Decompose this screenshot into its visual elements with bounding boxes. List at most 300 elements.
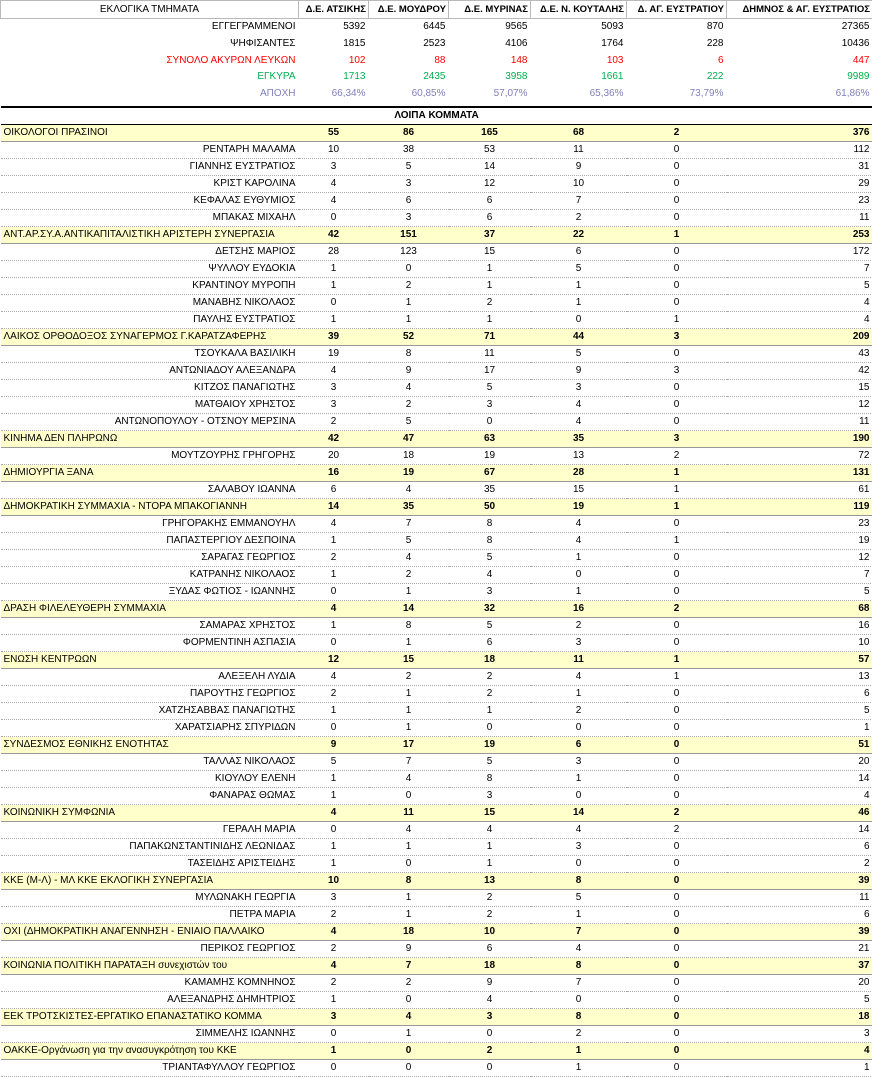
candidate-row-value: 9 xyxy=(369,362,449,379)
candidate-row-value: 11 xyxy=(727,889,872,906)
candidate-row-value: 8 xyxy=(449,770,531,787)
candidate-row xyxy=(1,617,872,634)
party-row-value: 8 xyxy=(531,957,627,974)
candidate-row-value: 1 xyxy=(299,617,369,634)
candidate-row-value: 0 xyxy=(627,1059,727,1076)
candidate-row-value: 7 xyxy=(369,753,449,770)
party-row xyxy=(1,430,872,447)
candidate-row-value: 0 xyxy=(627,974,727,991)
candidate-row-value: 9 xyxy=(531,158,627,175)
candidate-row xyxy=(1,447,872,464)
candidate-row-value: 4 xyxy=(531,940,627,957)
summary-row-value: 148 xyxy=(449,53,531,70)
candidate-row xyxy=(1,991,872,1008)
candidate-row xyxy=(1,141,872,158)
candidate-row-value: 0 xyxy=(627,753,727,770)
summary-row xyxy=(1,19,872,36)
party-row-value: 18 xyxy=(727,1008,872,1025)
candidate-row-label: ΓΡΗΓΟΡΑΚΗΣ ΕΜΜΑΝΟΥΗΛ xyxy=(1,515,299,532)
party-row-label: ΕΝΩΣΗ ΚΕΝΤΡΩΩΝ xyxy=(1,651,299,668)
candidate-row-value: 1 xyxy=(369,634,449,651)
candidate-row xyxy=(1,515,872,532)
candidate-row-value: 35 xyxy=(449,481,531,498)
party-row-value: 3 xyxy=(627,430,727,447)
summary-row-value: 6445 xyxy=(369,19,449,36)
party-row-value: 39 xyxy=(727,872,872,889)
party-row-value: 67 xyxy=(449,464,531,481)
candidate-row-value: 5 xyxy=(299,753,369,770)
summary-row-label: ΕΓΚΥΡΑ xyxy=(1,69,299,86)
candidate-row-value: 0 xyxy=(531,991,627,1008)
candidate-row-label: ΤΑΣΕΙΔΗΣ ΑΡΙΣΤΕΙΔΗΣ xyxy=(1,855,299,872)
party-row xyxy=(1,804,872,821)
candidate-row xyxy=(1,583,872,600)
candidate-row-value: 0 xyxy=(627,855,727,872)
candidate-row xyxy=(1,481,872,498)
party-row-value: 253 xyxy=(727,226,872,243)
party-row-value: 4 xyxy=(299,600,369,617)
candidate-row-value: 7 xyxy=(531,192,627,209)
candidate-row-value: 11 xyxy=(727,209,872,226)
party-row-value: 18 xyxy=(449,651,531,668)
candidate-row-value: 2 xyxy=(299,413,369,430)
candidate-row-value: 5 xyxy=(727,583,872,600)
candidate-row xyxy=(1,889,872,906)
party-row-value: 51 xyxy=(727,736,872,753)
candidate-row xyxy=(1,209,872,226)
candidate-row-value: 1 xyxy=(449,260,531,277)
party-row-value: 2 xyxy=(627,124,727,141)
candidate-row-label: ΣΑΡΑΓΑΣ ΓΕΩΡΓΙΟΣ xyxy=(1,549,299,566)
candidate-row-value: 4 xyxy=(531,413,627,430)
candidate-row-value: 29 xyxy=(727,175,872,192)
candidate-row-value: 19 xyxy=(449,447,531,464)
candidate-row-value: 4 xyxy=(727,311,872,328)
header-cell: Δ.Ε. Ν. ΚΟΥΤΑΛΗΣ xyxy=(531,1,627,19)
party-row-value: 68 xyxy=(727,600,872,617)
candidate-row-value: 16 xyxy=(727,617,872,634)
candidate-row-value: 0 xyxy=(369,260,449,277)
candidate-row-label: ΚΙΟΥΛΟΥ ΕΛΕΝΗ xyxy=(1,770,299,787)
candidate-row-value: 5 xyxy=(449,753,531,770)
candidate-row-value: 1 xyxy=(299,770,369,787)
candidate-row-value: 0 xyxy=(627,940,727,957)
party-row-value: 14 xyxy=(299,498,369,515)
party-row-value: 15 xyxy=(449,804,531,821)
candidate-row-value: 0 xyxy=(627,515,727,532)
candidate-row-value: 10 xyxy=(299,141,369,158)
candidate-row-value: 1 xyxy=(369,583,449,600)
candidate-row-value: 53 xyxy=(449,141,531,158)
candidate-row-value: 0 xyxy=(531,566,627,583)
candidate-row-value: 0 xyxy=(449,719,531,736)
candidate-row-value: 2 xyxy=(369,277,449,294)
candidate-row-value: 112 xyxy=(727,141,872,158)
candidate-row-value: 8 xyxy=(449,532,531,549)
candidate-row-label: ΚΑΤΡΑΝΗΣ ΝΙΚΟΛΑΟΣ xyxy=(1,566,299,583)
candidate-row-label: ΣΙΜΜΕΛΗΣ ΙΩΑΝΝΗΣ xyxy=(1,1025,299,1042)
party-row-value: 10 xyxy=(449,923,531,940)
column-headers xyxy=(1,1,872,19)
candidate-row-value: 2 xyxy=(299,906,369,923)
party-row xyxy=(1,1042,872,1059)
summary-row-value: 9565 xyxy=(449,19,531,36)
candidate-row-value: 0 xyxy=(369,1059,449,1076)
candidate-row-value: 13 xyxy=(727,668,872,685)
candidate-row-value: 4 xyxy=(369,379,449,396)
candidate-row-value: 1 xyxy=(531,277,627,294)
candidate-row-value: 0 xyxy=(627,991,727,1008)
candidate-row xyxy=(1,685,872,702)
party-row-value: 1 xyxy=(627,464,727,481)
party-row-value: 1 xyxy=(627,226,727,243)
summary-row-value: 88 xyxy=(369,53,449,70)
header-cell: ΕΚΛΟΓΙΚΑ ΤΜΗΜΑΤΑ xyxy=(1,1,299,19)
candidate-row-value: 4 xyxy=(299,192,369,209)
candidate-row-label: ΜΠΑΚΑΣ ΜΙΧΑΗΛ xyxy=(1,209,299,226)
candidate-row-value: 2 xyxy=(531,702,627,719)
party-row-value: 32 xyxy=(449,600,531,617)
candidate-row-value: 0 xyxy=(627,617,727,634)
candidate-row-value: 1 xyxy=(299,277,369,294)
party-row-value: 165 xyxy=(449,124,531,141)
candidate-row-value: 0 xyxy=(299,1025,369,1042)
candidate-row-value: 1 xyxy=(299,532,369,549)
candidate-row xyxy=(1,158,872,175)
candidate-row-value: 23 xyxy=(727,192,872,209)
candidate-row-label: ΠΑΥΛΗΣ ΕΥΣΤΡΑΤΙΟΣ xyxy=(1,311,299,328)
party-row-label: ΕΕΚ ΤΡΟΤΣΚΙΣΤΕΣ-ΕΡΓΑΤΙΚΟ ΕΠΑΝΑΣΤΑΤΙΚΟ ΚΟΜΜΑ xyxy=(1,1008,299,1025)
candidate-row-value: 0 xyxy=(299,719,369,736)
party-row-value: 1 xyxy=(627,651,727,668)
candidate-row-value: 7 xyxy=(531,974,627,991)
party-row-value: 18 xyxy=(449,957,531,974)
summary-row-value: 2523 xyxy=(369,36,449,53)
candidate-row-value: 1 xyxy=(449,702,531,719)
candidate-row-value: 1 xyxy=(369,1025,449,1042)
candidate-row-label: ΜΟΥΤΖΟΥΡΗΣ ΓΡΗΓΟΡΗΣ xyxy=(1,447,299,464)
candidate-row-value: 4 xyxy=(299,362,369,379)
candidate-row-label: ΚΑΜΑΜΗΣ ΚΟΜΝΗΝΟΣ xyxy=(1,974,299,991)
candidate-row-value: 0 xyxy=(299,1059,369,1076)
party-row xyxy=(1,328,872,345)
party-row-value: 4 xyxy=(727,1042,872,1059)
divider-section xyxy=(1,103,872,125)
summary-row xyxy=(1,36,872,53)
candidate-row-value: 7 xyxy=(369,515,449,532)
summary-row-value: 222 xyxy=(627,69,727,86)
candidate-row-value: 28 xyxy=(299,243,369,260)
candidate-row-value: 5 xyxy=(727,702,872,719)
candidate-row-value: 9 xyxy=(531,362,627,379)
candidate-row-value: 72 xyxy=(727,447,872,464)
party-row-label: ΟΑΚΚΕ-Οργάνωση για την ανασυγκρότηση του ΚΚΕ xyxy=(1,1042,299,1059)
candidate-row-value: 6 xyxy=(299,481,369,498)
candidate-row-value: 38 xyxy=(369,141,449,158)
candidate-row-value: 1 xyxy=(627,668,727,685)
candidate-row xyxy=(1,940,872,957)
candidate-row-value: 4 xyxy=(531,515,627,532)
party-row-value: 19 xyxy=(369,464,449,481)
header-cell: Δ.Ε. ΜΥΡΙΝΑΣ xyxy=(449,1,531,19)
candidate-row-label: ΑΝΤΩΝΟΠΟΥΛΟΥ - ΟΤΣΝΟΥ ΜΕΡΣΙΝΑ xyxy=(1,413,299,430)
candidate-row-label: ΞΥΔΑΣ ΦΩΤΙΟΣ - ΙΩΑΝΝΗΣ xyxy=(1,583,299,600)
party-row-value: 13 xyxy=(449,872,531,889)
party-row-value: 37 xyxy=(449,226,531,243)
summary-row-value: 5093 xyxy=(531,19,627,36)
party-row-value: 6 xyxy=(531,736,627,753)
party-row-value: 4 xyxy=(369,1008,449,1025)
party-row xyxy=(1,872,872,889)
candidate-row-value: 0 xyxy=(369,787,449,804)
candidate-row-value: 1 xyxy=(369,294,449,311)
candidate-row-value: 3 xyxy=(449,583,531,600)
candidate-row-value: 1 xyxy=(449,277,531,294)
candidate-row-value: 19 xyxy=(727,532,872,549)
candidate-row-value: 6 xyxy=(727,906,872,923)
party-row-label: ΔΗΜΟΚΡΑΤΙΚΗ ΣΥΜΜΑΧΙΑ - ΝΤΟΡΑ ΜΠΑΚΟΓΙΑΝΝΗ xyxy=(1,498,299,515)
summary-row-value: 4106 xyxy=(449,36,531,53)
candidate-row-value: 1 xyxy=(727,719,872,736)
party-row-value: 17 xyxy=(369,736,449,753)
candidate-row-label: ΠΕΡΙΚΟΣ ΓΕΩΡΓΙΟΣ xyxy=(1,940,299,957)
candidate-row-value: 1 xyxy=(369,702,449,719)
party-row-label: ΚΙΝΗΜΑ ΔΕΝ ΠΛΗΡΩΝΩ xyxy=(1,430,299,447)
candidate-row-value: 0 xyxy=(299,821,369,838)
candidate-row xyxy=(1,379,872,396)
candidate-row-label: ΑΛΕΞΑΝΔΡΗΣ ΔΗΜΗΤΡΙΟΣ xyxy=(1,991,299,1008)
candidate-row-value: 12 xyxy=(727,396,872,413)
header-cell: Δ.Ε. ΜΟΥΔΡΟΥ xyxy=(369,1,449,19)
party-row-value: 190 xyxy=(727,430,872,447)
candidate-row-value: 0 xyxy=(627,158,727,175)
candidate-row-value: 0 xyxy=(627,141,727,158)
summary-row-label: ΕΓΓΕΓΡΑΜΜΕΝΟΙ xyxy=(1,19,299,36)
candidate-row-value: 3 xyxy=(299,889,369,906)
party-row-value: 16 xyxy=(531,600,627,617)
candidate-row-value: 4 xyxy=(727,787,872,804)
summary-row-value: 6 xyxy=(627,53,727,70)
candidate-row-value: 42 xyxy=(727,362,872,379)
candidate-row-value: 0 xyxy=(627,634,727,651)
candidate-row-value: 5 xyxy=(727,277,872,294)
candidate-row-value: 1 xyxy=(531,770,627,787)
party-row-value: 15 xyxy=(369,651,449,668)
candidate-row-value: 10 xyxy=(727,634,872,651)
candidate-row-value: 5 xyxy=(531,260,627,277)
summary-row-value: 1713 xyxy=(299,69,369,86)
candidate-row xyxy=(1,906,872,923)
party-row-value: 39 xyxy=(299,328,369,345)
party-row xyxy=(1,124,872,141)
candidate-row-value: 0 xyxy=(531,311,627,328)
candidate-row-label: ΤΑΛΛΑΣ ΝΙΚΟΛΑΟΣ xyxy=(1,753,299,770)
candidate-row-value: 4 xyxy=(369,821,449,838)
summary-row-value: 27365 xyxy=(727,19,872,36)
party-row-value: 37 xyxy=(727,957,872,974)
candidate-row-value: 0 xyxy=(627,889,727,906)
candidate-row-label: ΤΣΟΥΚΑΛΑ ΒΑΣΙΛΙΚΗ xyxy=(1,345,299,362)
candidate-row-label: ΑΝΤΩΝΙΑΔΟΥ ΑΛΕΞΑΝΔΡΑ xyxy=(1,362,299,379)
candidate-row xyxy=(1,243,872,260)
party-row-value: 57 xyxy=(727,651,872,668)
party-row-value: 0 xyxy=(627,872,727,889)
candidate-row-value: 2 xyxy=(531,1025,627,1042)
party-row-value: 0 xyxy=(369,1042,449,1059)
candidate-row-value: 0 xyxy=(627,175,727,192)
candidate-row-value: 5 xyxy=(531,889,627,906)
party-row-value: 68 xyxy=(531,124,627,141)
candidate-row-value: 6 xyxy=(369,192,449,209)
candidate-row-value: 1 xyxy=(627,311,727,328)
candidate-row-value: 7 xyxy=(727,260,872,277)
candidate-row-value: 2 xyxy=(369,566,449,583)
summary-row-value: 65,36% xyxy=(531,86,627,103)
candidate-row-value: 1 xyxy=(449,311,531,328)
candidate-row-value: 15 xyxy=(449,243,531,260)
candidate-row xyxy=(1,855,872,872)
candidate-row-label: ΦΟΡΜΕΝΤΙΝΗ ΑΣΠΑΣΙΑ xyxy=(1,634,299,651)
candidate-row-value: 3 xyxy=(299,396,369,413)
party-row-value: 42 xyxy=(299,226,369,243)
candidate-row-value: 3 xyxy=(299,158,369,175)
candidate-row-value: 20 xyxy=(727,753,872,770)
summary-row-value: 870 xyxy=(627,19,727,36)
candidate-row-value: 5 xyxy=(531,345,627,362)
candidate-row-value: 2 xyxy=(727,855,872,872)
candidate-row-label: ΜΑΤΘΑΙΟΥ ΧΡΗΣΤΟΣ xyxy=(1,396,299,413)
summary-row-value: 73,79% xyxy=(627,86,727,103)
candidate-row-value: 0 xyxy=(449,1059,531,1076)
candidate-row-value: 5 xyxy=(449,379,531,396)
candidate-row-value: 6 xyxy=(449,634,531,651)
candidate-row-label: ΧΑΤΖΗΣΑΒΒΑΣ ΠΑΝΑΓΙΩΤΗΣ xyxy=(1,702,299,719)
candidate-row-value: 1 xyxy=(531,549,627,566)
candidate-row-value: 3 xyxy=(299,379,369,396)
candidate-row-value: 1 xyxy=(449,838,531,855)
candidate-row-value: 0 xyxy=(627,549,727,566)
party-row-value: 11 xyxy=(369,804,449,821)
candidate-row-value: 0 xyxy=(627,379,727,396)
parties-section xyxy=(1,124,872,1076)
candidate-row-value: 1 xyxy=(299,566,369,583)
party-row-value: 7 xyxy=(531,923,627,940)
party-row-value: 19 xyxy=(531,498,627,515)
candidate-row-value: 0 xyxy=(627,583,727,600)
candidate-row-value: 1 xyxy=(449,855,531,872)
party-row-value: 9 xyxy=(299,736,369,753)
party-row-value: 1 xyxy=(531,1042,627,1059)
candidate-row-value: 10 xyxy=(531,175,627,192)
candidate-row-value: 1 xyxy=(299,991,369,1008)
candidate-row-value: 20 xyxy=(727,974,872,991)
candidate-row-value: 3 xyxy=(531,838,627,855)
candidate-row-value: 0 xyxy=(627,838,727,855)
party-row-label: ΑΝΤ.ΑΡ.ΣΥ.Α.ΑΝΤΙΚΑΠΙΤΑΛΙΣΤΙΚΗ ΑΡΙΣΤΕΡΗ ΣΥΝΕΡΓΑΣΙΑ xyxy=(1,226,299,243)
candidate-row-value: 2 xyxy=(627,821,727,838)
candidate-row-value: 14 xyxy=(449,158,531,175)
party-row-label: ΛΑΙΚΟΣ ΟΡΘΟΔΟΞΟΣ ΣΥΝΑΓΕΡΜΟΣ Γ.ΚΑΡΑΤΖΑΦΕΡΗΣ xyxy=(1,328,299,345)
candidate-row-value: 21 xyxy=(727,940,872,957)
party-row xyxy=(1,600,872,617)
candidate-row-value: 0 xyxy=(627,294,727,311)
party-row-value: 2 xyxy=(627,804,727,821)
party-row-value: 0 xyxy=(627,1008,727,1025)
candidate-row xyxy=(1,634,872,651)
party-row-value: 16 xyxy=(299,464,369,481)
candidate-row-value: 0 xyxy=(299,209,369,226)
party-row-label: ΚΚΕ (Μ-Λ) - ΜΛ ΚΚΕ ΕΚΛΟΓΙΚΗ ΣΥΝΕΡΓΑΣΙΑ xyxy=(1,872,299,889)
candidate-row-value: 3 xyxy=(531,379,627,396)
candidate-row-value: 5 xyxy=(727,991,872,1008)
candidate-row-value: 5 xyxy=(449,617,531,634)
candidate-row xyxy=(1,277,872,294)
summary-row-value: 5392 xyxy=(299,19,369,36)
candidate-row-value: 8 xyxy=(369,617,449,634)
candidate-row xyxy=(1,1025,872,1042)
candidate-row-value: 1 xyxy=(531,906,627,923)
candidate-row-value: 0 xyxy=(369,991,449,1008)
candidate-row-value: 4 xyxy=(531,532,627,549)
party-row-value: 4 xyxy=(299,957,369,974)
summary-row-value: 1764 xyxy=(531,36,627,53)
candidate-row-value: 4 xyxy=(369,481,449,498)
candidate-row-value: 17 xyxy=(449,362,531,379)
party-row-value: 11 xyxy=(531,651,627,668)
candidate-row-value: 12 xyxy=(449,175,531,192)
candidate-row xyxy=(1,753,872,770)
candidate-row-value: 5 xyxy=(369,158,449,175)
header-cell: Δ. ΑΓ. ΕΥΣΤΡΑΤΙΟΥ xyxy=(627,1,727,19)
candidate-row-value: 14 xyxy=(727,770,872,787)
summary-row-value: 1661 xyxy=(531,69,627,86)
candidate-row-value: 0 xyxy=(627,566,727,583)
party-row-value: 2 xyxy=(449,1042,531,1059)
candidate-row-value: 0 xyxy=(627,787,727,804)
summary-row xyxy=(1,69,872,86)
candidate-row-value: 1 xyxy=(369,889,449,906)
summary-row-value: 57,07% xyxy=(449,86,531,103)
party-row-value: 19 xyxy=(449,736,531,753)
summary-row xyxy=(1,53,872,70)
candidate-row-value: 0 xyxy=(627,770,727,787)
candidate-row-value: 2 xyxy=(299,974,369,991)
candidate-row xyxy=(1,787,872,804)
party-row-value: 14 xyxy=(531,804,627,821)
candidate-row-label: ΚΙΤΖΟΣ ΠΑΝΑΓΙΩΤΗΣ xyxy=(1,379,299,396)
candidate-row-label: ΠΑΡΟΥΤΗΣ ΓΕΩΡΓΙΟΣ xyxy=(1,685,299,702)
candidate-row-value: 1 xyxy=(531,1059,627,1076)
party-row-value: 47 xyxy=(369,430,449,447)
candidate-row-label: ΔΕΤΣΗΣ ΜΑΡΙΟΣ xyxy=(1,243,299,260)
candidate-row-value: 2 xyxy=(449,685,531,702)
party-row-value: 18 xyxy=(369,923,449,940)
party-row-value: 0 xyxy=(627,957,727,974)
candidate-row-value: 4 xyxy=(299,668,369,685)
candidate-row-value: 0 xyxy=(627,260,727,277)
candidate-row-value: 1 xyxy=(727,1059,872,1076)
candidate-row-value: 0 xyxy=(627,243,727,260)
party-row-value: 3 xyxy=(627,328,727,345)
candidate-row-value: 6 xyxy=(449,209,531,226)
candidate-row-value: 2 xyxy=(449,294,531,311)
candidate-row xyxy=(1,175,872,192)
candidate-row-value: 1 xyxy=(627,481,727,498)
candidate-row-value: 2 xyxy=(299,940,369,957)
candidate-row-value: 1 xyxy=(299,311,369,328)
party-row xyxy=(1,226,872,243)
candidate-row-value: 6 xyxy=(449,940,531,957)
